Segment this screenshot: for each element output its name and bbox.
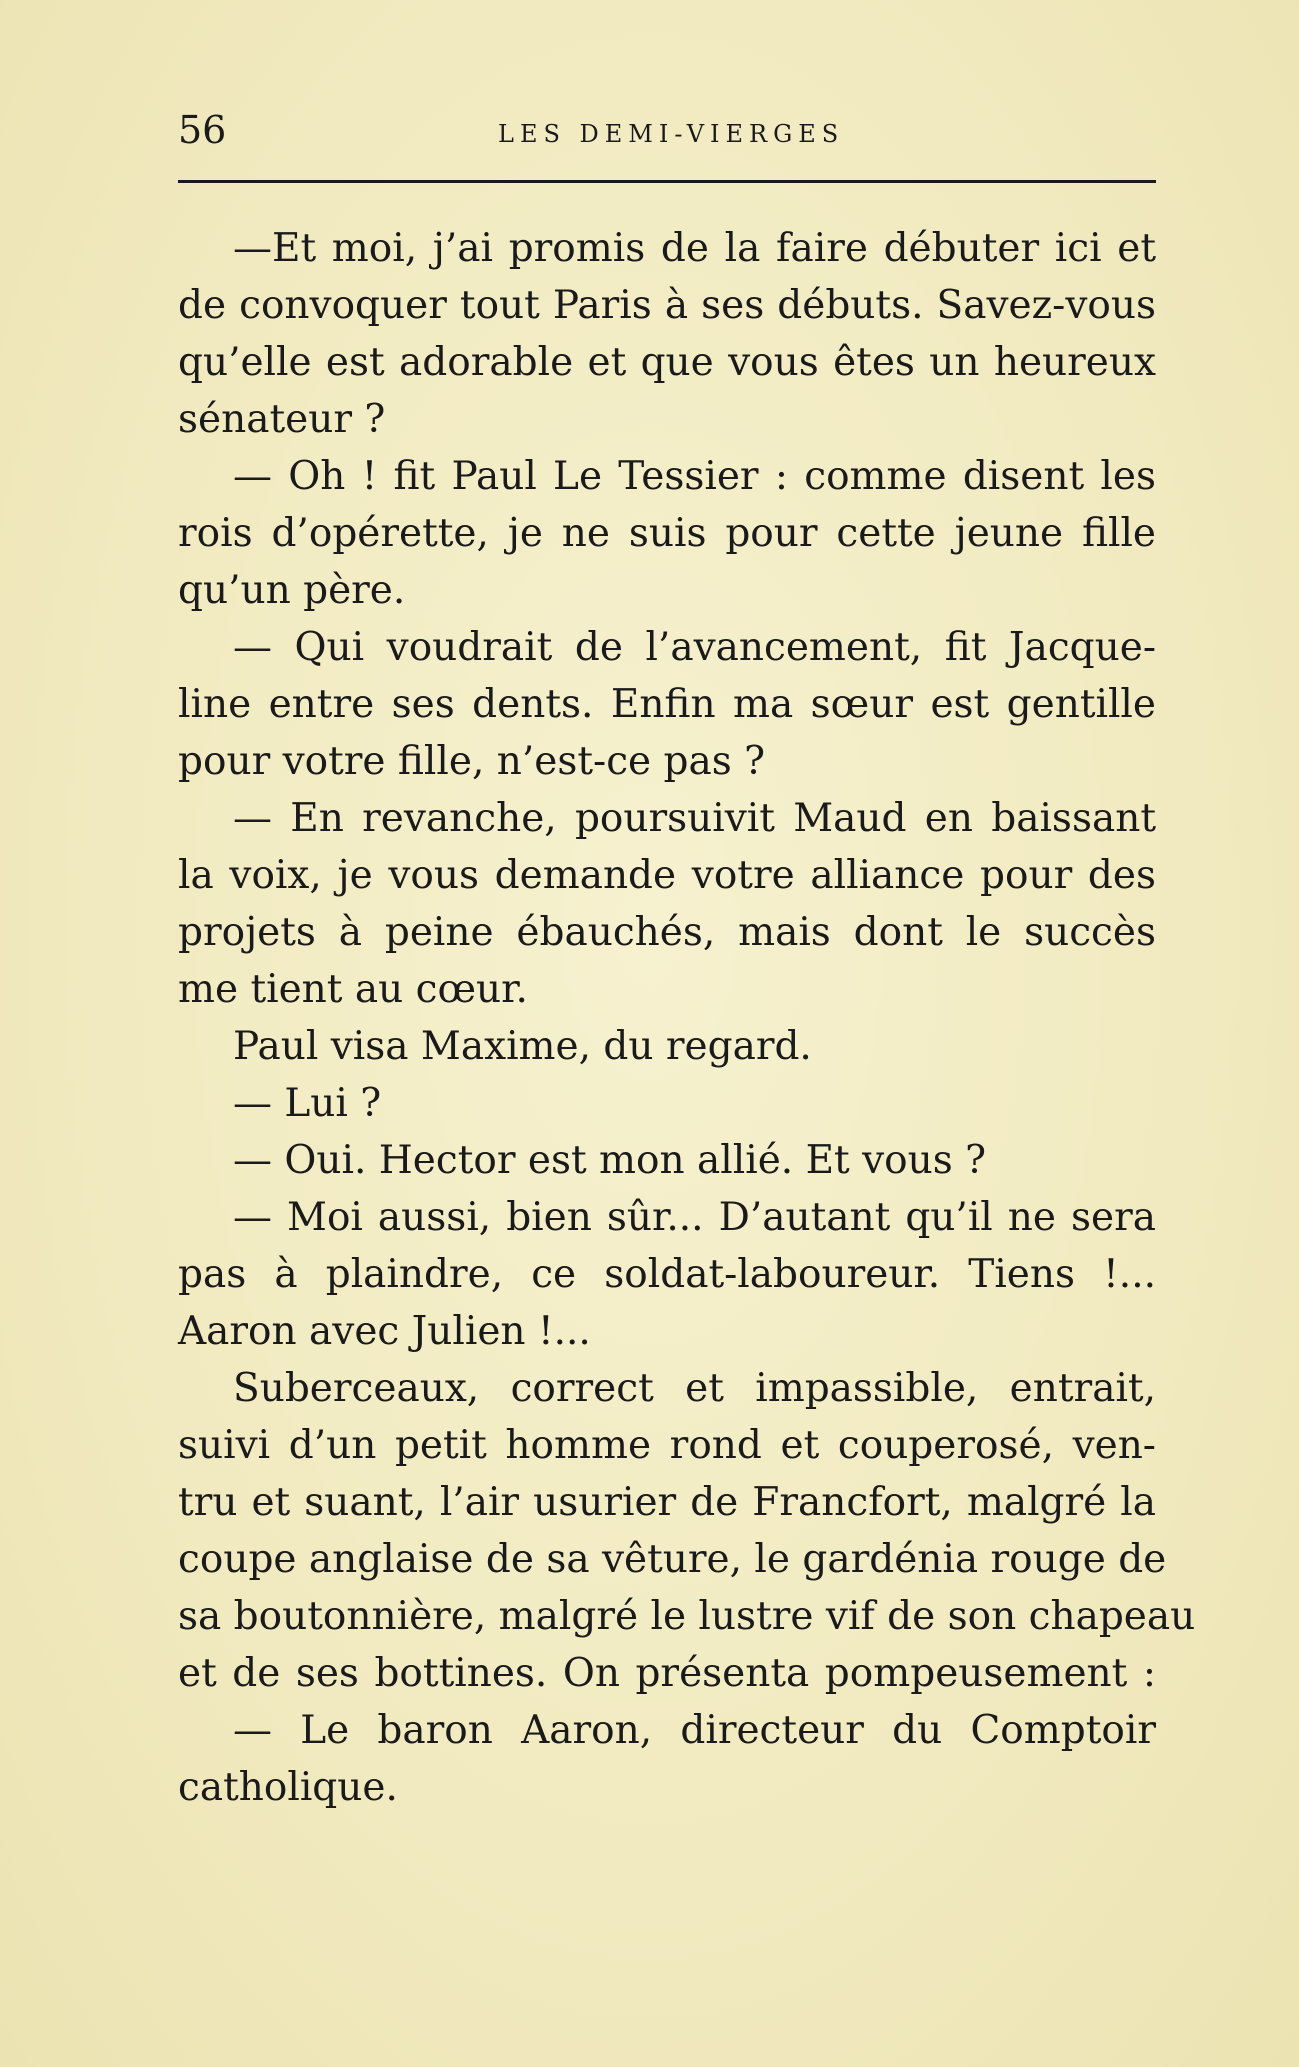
text-line: qu’elle est adorable et que vous êtes un heureux: [178, 340, 1156, 385]
header-rule: [178, 180, 1156, 183]
text-line: projets à peine ébauchés, mais dont le succès: [178, 910, 1156, 955]
text-line: sa boutonnière, malgré le lustre vif de son chapeau: [178, 1594, 1196, 1639]
text-line: line entre ses dents. Enfin ma sœur est gentille: [178, 682, 1156, 727]
body-text: [178, 220, 1196, 1816]
text-line: pas à plaindre, ce soldat-laboureur. Tiens !...: [178, 1252, 1156, 1297]
text-line: suivi d’un petit homme rond et couperosé, ven-: [178, 1423, 1156, 1468]
text-line: Suberceaux, correct et impassible, entrait,: [233, 1366, 1156, 1411]
text-line: catholique.: [178, 1765, 398, 1810]
text-line: — Moi aussi, bien sûr... D’autant qu’il ne sera: [233, 1195, 1156, 1240]
text-line: la voix, je vous demande votre alliance pour des: [178, 853, 1156, 898]
text-line: Aaron avec Julien !...: [178, 1309, 591, 1354]
page-header: [178, 108, 1158, 158]
text-line: — Oh ! fit Paul Le Tessier : comme disent les: [233, 454, 1156, 499]
text-line: qu’un père.: [178, 568, 406, 613]
text-line: me tient au cœur.: [178, 967, 528, 1012]
text-line: pour votre fille, n’est-ce pas ?: [178, 739, 766, 784]
text-line: — Oui. Hector est mon allié. Et vous ?: [233, 1138, 987, 1183]
text-line: sénateur ?: [178, 397, 386, 442]
text-line: Paul visa Maxime, du regard.: [233, 1024, 812, 1069]
running-title: LES DEMI-VIERGES: [498, 120, 845, 148]
text-line: — Qui voudrait de l’avancement, fit Jacque-: [233, 625, 1156, 670]
text-line: — Le baron Aaron, directeur du Comptoir: [233, 1708, 1156, 1753]
text-line: tru et suant, l’air usurier de Francfort, malgré la: [178, 1480, 1156, 1525]
text-line: coupe anglaise de sa vêture, le gardénia rouge de: [178, 1537, 1167, 1582]
page-number: 56: [178, 108, 227, 152]
text-line: et de ses bottines. On présenta pompeusement :: [178, 1651, 1156, 1696]
text-line: —Et moi, j’ai promis de la faire débuter ici et: [233, 226, 1156, 271]
text-line: de convoquer tout Paris à ses débuts. Savez-vous: [178, 283, 1156, 328]
text-line: rois d’opérette, je ne suis pour cette jeune fille: [178, 511, 1156, 556]
text-line: — Lui ?: [233, 1081, 382, 1126]
text-line: — En revanche, poursuivit Maud en baissant: [233, 796, 1156, 841]
